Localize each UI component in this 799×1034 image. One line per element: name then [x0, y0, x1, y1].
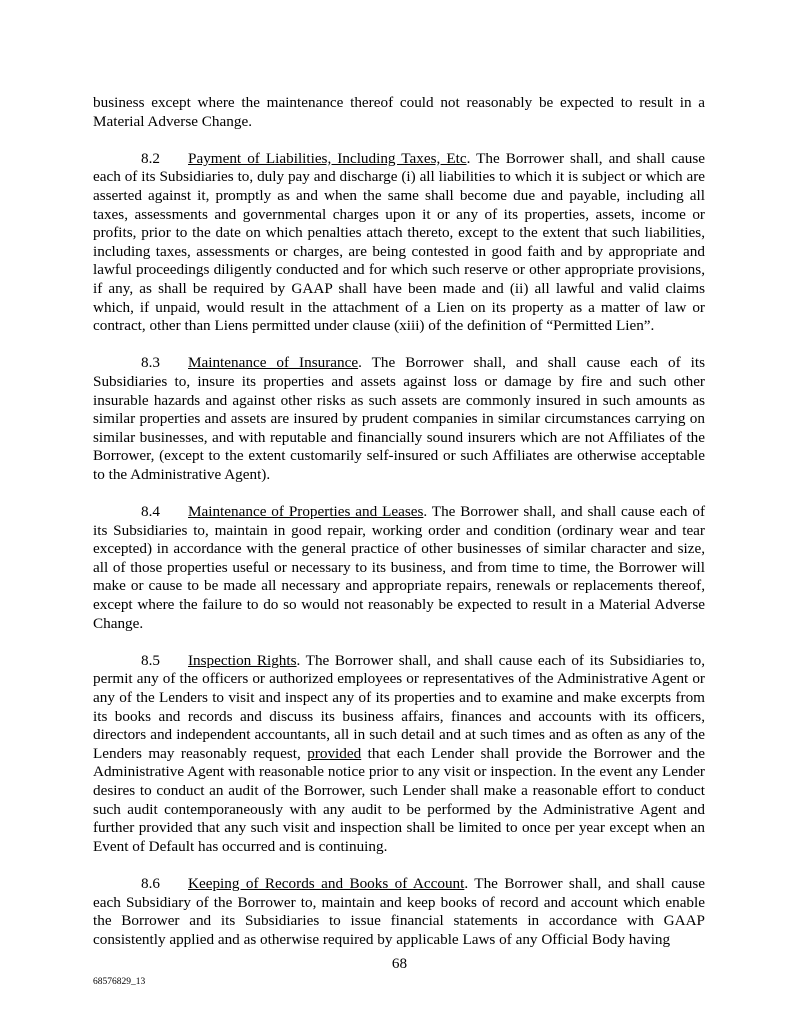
- section-text-continued: that each Lender shall provide the Borrower and the Administrative Agent with reasonable notice prior to any visit or inspection. In the event any Lender desires to conduct an audit of the Borrower, such Lender shall make a reasonable effort to conduct such audit contemporaneously with any audit to be performed by the Administrative Agent and further provided that any such visit and inspection shall be limited to once per year except when an Event of Default has occurred and is continuing.: [93, 744, 705, 855]
- section-text: . The Borrower shall, and shall cause each of its Subsidiaries to, maintain in good repair, working order and condition (ordinary wear and tear excepted) in accordance with the general practice of other businesses of similar character and size, all of those properties useful or necessary to its business, and from time to time, the Borrower will make or cause to be made all necessary and appropriate repairs, renewals or replacements thereof, except where the failure to do so would not reasonably be expected to result in a Material Adverse Change.: [93, 503, 705, 632]
- section-number: 8.6: [141, 874, 160, 892]
- section-heading: Inspection Rights: [188, 651, 297, 669]
- section-text: . The Borrower shall, and shall cause each of its Subsidiaries to, permit any of the officers or authorized employees or representatives of the Administrative Agent or any of the Lenders to visit and inspect any of its properties and to examine and make excerpts from its books and records and discuss its business affairs, finances and accounts with its officers, directors and independent accountants, all in such detail and at such times and as often as any of the Lenders may reasonably request,: [93, 651, 706, 762]
- section-8-6: [93, 875, 705, 949]
- proviso-term: provided: [307, 744, 362, 762]
- section-8-3: [93, 354, 705, 484]
- section-text: . The Borrower shall, and shall cause each of its Subsidiaries to, insure its properties and assets against loss or damage by fire and such other insurable hazards and against other risks as such assets are commonly insured in such amounts as similar properties and assets are insured by prudent companies in similar circumstances carrying on similar businesses, and with reputable and financially sound insurers which are not Affiliates of the Borrower, (except to the extent customarily self-insured or such Affiliates are otherwise acceptable to the Administrative Agent).: [93, 354, 705, 483]
- section-number: 8.2: [141, 149, 160, 167]
- document-body: [93, 94, 705, 968]
- section-heading: Maintenance of Properties and Leases: [188, 503, 424, 521]
- document-id: 68576829_13: [93, 977, 146, 987]
- section-heading: Payment of Liabilities, Including Taxes, Etc: [188, 149, 467, 167]
- section-number: 8.3: [141, 354, 160, 372]
- section-number: 8.5: [141, 651, 160, 669]
- section-8-5: [93, 652, 705, 857]
- section-8-2: [93, 150, 705, 336]
- section-text: . The Borrower shall, and shall cause each Subsidiary of the Borrower to, maintain and keep books of record and account which enable the Borrower and its Subsidiaries to issue financial statements in accordance with GAAP consistently applied and as otherwise required by applicable Laws of any Official Body having: [93, 874, 705, 948]
- section-text: . The Borrower shall, and shall cause each of its Subsidiaries to, duly pay and discharge (i) all liabilities to which it is subject or which are asserted against it, promptly as and when the same shall become due and payable, including all taxes, assessments and governmental charges upon it or any of its properties, assets, income or profits, prior to the date on which penalties attach thereto, except to the extent that such liabilities, including taxes, assessments or charges, are being contested in good faith and by appropriate and lawful proceedings diligently conducted and for which such reserve or other appropriate provisions, if any, as shall be required by GAAP shall have been made and (ii) all lawful and valid claims which, if unpaid, would result in the attachment of a Lien on its property as a matter of law or contract, other than Liens permitted under clause (xiii) of the definition of “Permitted Lien”.: [93, 149, 705, 335]
- page-number: 68: [391, 955, 408, 972]
- section-number: 8.4: [141, 503, 160, 521]
- section-heading: Keeping of Records and Books of Account: [188, 874, 465, 892]
- section-heading: Maintenance of Insurance: [188, 354, 359, 372]
- continuation-paragraph: business except where the maintenance thereof could not reasonably be expected to result in a Material Adverse Change.: [93, 94, 705, 130]
- section-8-4: [93, 503, 705, 633]
